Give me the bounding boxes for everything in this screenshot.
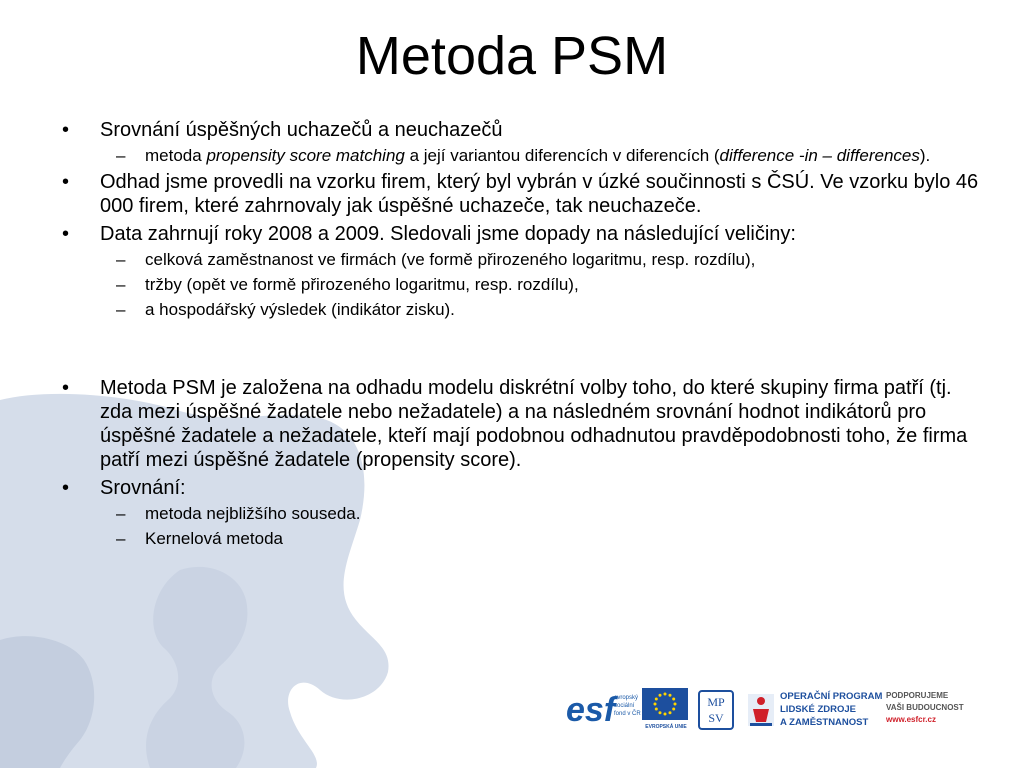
support-caption: PODPORUJEME VAŠI BUDOUCNOST www.esfcr.cz — [886, 691, 964, 724]
bullet-item — [56, 376, 980, 472]
esf-logo — [566, 688, 641, 736]
mpsv-logo: MP SV — [698, 690, 734, 730]
eu-logo — [642, 688, 688, 734]
esf-caption: evropský sociální fond v ČR — [614, 695, 641, 717]
slide-content — [56, 118, 980, 553]
bullet-text: Metoda PSM je založena na odhadu modelu diskrétní volby toho, do které skupiny firma patří (tj. zda mezi úspěšné žadatele nebo nežadatele) a na následném srovnání hodnot indikátorů pro úspěšné žadatele a nežadatele, kteří mají podobnou odhadnutou pravděpodobnosti toho, že firma patří mezi úspěšné žadatele (propensity score). — [100, 377, 968, 471]
bullet-text: Srovnání: — [100, 477, 186, 499]
bullet-item — [56, 222, 980, 320]
spacer — [56, 324, 980, 376]
bullet-item — [56, 476, 980, 549]
bullet-item — [56, 118, 980, 166]
bullet-item — [56, 170, 980, 218]
bullet-text: Srovnání úspěšných uchazečů a neuchazečů — [100, 119, 503, 141]
esf-url: www.esfcr.cz — [886, 715, 936, 724]
op-caption: OPERAČNÍ PROGRAM LIDSKÉ ZDROJE A ZAMĚSTNANOST — [780, 691, 883, 728]
emphasis-text: difference -in – differences — [719, 146, 920, 165]
sub-bullet-item: – a hospodářský výsledek (indikátor zisku). — [100, 299, 980, 320]
op-figure-icon — [746, 692, 776, 728]
sub-bullet-list — [100, 503, 980, 549]
sub-bullet-item: – celková zaměstnanost ve firmách (ve formě přirozeného logaritmu, resp. rozdílu), — [100, 249, 980, 270]
sub-bullet-item: – metoda propensity score matching a její variantou diferencích v diferencích (difference -in – differences). — [100, 145, 980, 166]
footer-logos — [560, 684, 980, 740]
bullet-list — [56, 376, 980, 549]
sub-bullet-list — [100, 249, 980, 320]
eu-flag-icon — [642, 688, 688, 720]
sub-bullet-item: – Kernelová metoda — [100, 528, 980, 549]
esf-mark: esf — [566, 691, 616, 729]
sub-bullet-item: – tržby (opět ve formě přirozeného logaritmu, resp. rozdílu), — [100, 274, 980, 295]
emphasis-text: propensity score matching — [206, 146, 405, 165]
bullet-text: Odhad jsme provedli na vzorku firem, který byl vybrán v úzké součinnosti s ČSÚ. Ve vzorku bylo 46 000 firem, které zahrnovaly jak úspěšné uchazeče, tak neuchazeče. — [100, 171, 979, 217]
bullet-list — [56, 118, 980, 320]
eu-caption: EVROPSKÁ UNIE — [645, 724, 687, 730]
bullet-text: Data zahrnují roky 2008 a 2009. Sledovali jsme dopady na následující veličiny: — [100, 223, 796, 245]
sub-bullet-item: – metoda nejbližšího souseda. — [100, 503, 980, 524]
sub-bullet-list — [100, 145, 980, 166]
slide-title: Metoda PSM — [355, 26, 669, 86]
op-logo — [746, 690, 882, 734]
